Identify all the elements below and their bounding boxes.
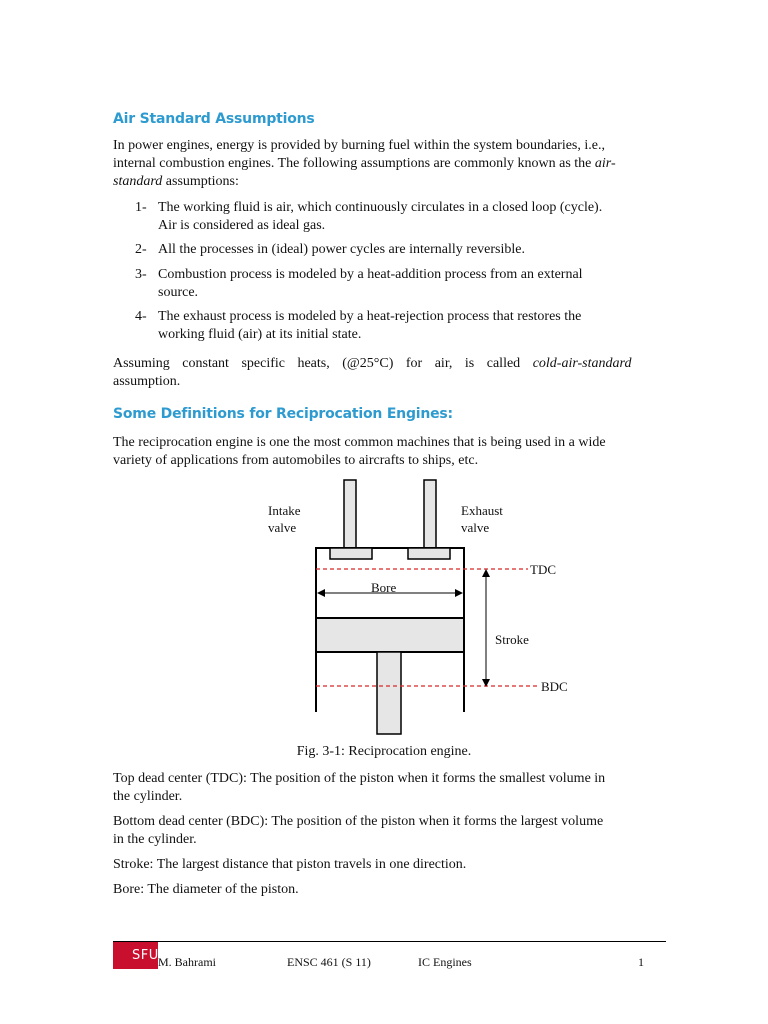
footer-course: ENSC 461 (S 11) bbox=[287, 955, 371, 969]
definitions-block: Top dead center (TDC): The position of the piston when it forms the smallest volume in the cylinder. Bottom dead center (BDC): The position of the piston when it forms the largest volume in the cylinder. Stroke: The largest distance that piston travels in one direction. Bore: The diameter of the piston. bbox=[113, 770, 655, 899]
list-item: 2- All the processes in (ideal) power cycles are internally reversible. bbox=[135, 242, 525, 257]
footer-author: M. Bahrami bbox=[158, 955, 216, 969]
cold-air-standard-paragraph: Assuming constant specific heats, (@25°C) for air, is called cold-air-standard assumption. bbox=[113, 356, 632, 389]
intake-valve-head bbox=[330, 548, 372, 559]
stroke-label: Stroke bbox=[495, 632, 529, 647]
tdc-label: TDC bbox=[530, 562, 556, 577]
intake-valve-stem bbox=[344, 480, 356, 548]
exhaust-valve-stem bbox=[424, 480, 436, 548]
section-heading-air-standard: Air Standard Assumptions bbox=[113, 111, 315, 127]
footer-rule bbox=[113, 941, 666, 942]
section-heading-definitions: Some Definitions for Reciprocation Engines: bbox=[113, 406, 453, 422]
intro-line: internal combustion engines. The following assumptions are commonly known as the air- bbox=[113, 156, 616, 171]
bore-label: Bore bbox=[371, 580, 397, 595]
list-item: 4- The exhaust process is modeled by a heat-rejection process that restores the working fluid (air) at its initial state. bbox=[135, 309, 582, 342]
exhaust-valve-head bbox=[408, 548, 450, 559]
page-number: 1 bbox=[638, 955, 644, 969]
footer-topic: IC Engines bbox=[418, 955, 472, 969]
definition-bdc: Bottom dead center (BDC): The position of the piston when it forms the largest volume bbox=[113, 814, 604, 829]
definition-bore: Bore: The diameter of the piston. bbox=[113, 882, 299, 897]
sfu-logo: SFU bbox=[113, 942, 158, 969]
exhaust-valve-label: Exhaust valve bbox=[461, 503, 503, 535]
connecting-rod bbox=[377, 652, 401, 734]
bdc-label: BDC bbox=[541, 679, 568, 694]
figure-caption: Fig. 3-1: Reciprocation engine. bbox=[296, 744, 472, 759]
reciprocation-intro: The reciprocation engine is one the most common machines that is being used in a wide variety of applications from automobiles to aircrafts to ships, etc. bbox=[113, 435, 606, 468]
list-item: 1- The working fluid is air, which continuously circulates in a closed loop (cycle). Air is considered as ideal gas. bbox=[135, 200, 603, 233]
definition-stroke: Stroke: The largest distance that piston travels in one direction. bbox=[113, 857, 467, 872]
intro-line: standard assumptions: bbox=[113, 174, 239, 189]
definition-tdc: Top dead center (TDC): The position of the piston when it forms the smallest volume in bbox=[113, 771, 606, 786]
list-item: 3- Combustion process is modeled by a heat-addition process from an external source. bbox=[135, 267, 583, 300]
intro-line: In power engines, energy is provided by burning fuel within the system boundaries, i.e., bbox=[113, 138, 605, 153]
intake-valve-label: Intake valve bbox=[268, 503, 301, 535]
piston bbox=[316, 618, 464, 652]
